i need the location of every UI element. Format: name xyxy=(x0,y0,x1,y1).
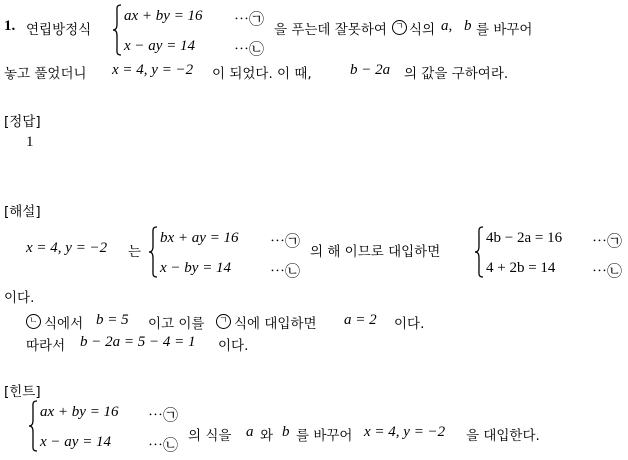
solution-eq4: 4 + 2b = 14 xyxy=(486,260,556,276)
problem-tail1: 를 바꾸어 xyxy=(476,22,533,38)
solution-cond: x = 4, y = −2 xyxy=(26,240,108,256)
problem-line2-b: 이 되었다. 이 때, xyxy=(212,66,312,82)
problem-eq2: x − ay = 14 xyxy=(124,38,196,54)
problem-after-mark: 식의 xyxy=(409,22,436,38)
left-brace-icon xyxy=(148,226,158,278)
problem-tag1: ⋯㉠ xyxy=(234,12,265,28)
solution-tag1: ⋯㉠ xyxy=(270,234,301,250)
problem-line2-c: 의 값을 구하여라. xyxy=(404,66,509,82)
hint-var-b: b xyxy=(282,424,290,440)
problem-line2-a: 놓고 풀었더니 xyxy=(4,66,87,82)
solution-end1: 이다. xyxy=(4,290,35,306)
hint-eq2: x − ay = 14 xyxy=(40,434,112,450)
hint-math: x = 4, y = −2 xyxy=(364,424,446,440)
problem-eq1: ax + by = 16 xyxy=(124,8,203,24)
solution-line3-c: 식에 대입하면 xyxy=(234,316,317,332)
solution-system-1 xyxy=(148,226,308,282)
problem-tag2: ⋯㉡ xyxy=(234,42,265,58)
hint-eq1: ax + by = 16 xyxy=(40,404,119,420)
hint-text-b: 와 xyxy=(260,428,274,444)
solution-tag3: ⋯㉠ xyxy=(592,234,623,250)
solution-tag2: ⋯㉡ xyxy=(270,264,301,280)
circled-mark-2-icon: ㄴ xyxy=(26,312,41,329)
hint-text-a: 의 식을 xyxy=(188,428,232,444)
solution-eq3: 4b − 2a = 16 xyxy=(486,230,563,246)
solution-line4-b: 이다. xyxy=(218,338,249,354)
problem-after-system: 을 푸는데 잘못하여 xyxy=(274,22,387,38)
problem-intro: 연립방정식 xyxy=(26,22,92,38)
hint-tag1: ⋯㉠ xyxy=(148,408,179,424)
left-brace-icon xyxy=(112,4,122,56)
solution-line3-math: b = 5 xyxy=(96,312,129,328)
problem-line2-math: x = 4, y = −2 xyxy=(112,62,194,78)
solution-line3-a: 식에서 xyxy=(44,316,84,332)
hint-var-a: a xyxy=(246,424,254,440)
left-brace-icon xyxy=(28,400,38,452)
hint-text-d: 을 대입한다. xyxy=(466,428,540,444)
answer-value: 1 xyxy=(26,134,34,150)
circled-mark-1-icon: ㄱ xyxy=(392,18,407,35)
hint-system xyxy=(28,400,188,456)
solution-line3-b: 이고 이를 xyxy=(148,316,205,332)
solution-tag4: ⋯㉡ xyxy=(592,264,623,280)
answer-heading: [정답] xyxy=(4,114,41,130)
solution-mid: 의 해 이므로 대입하면 xyxy=(310,244,441,260)
problem-var-a: a, xyxy=(441,18,453,34)
solution-line3-d: 이다. xyxy=(394,316,425,332)
solution-cond-tail: 는 xyxy=(128,244,142,260)
solution-line3-math2: a = 2 xyxy=(344,312,377,328)
solution-line4-math: b − 2a = 5 − 4 = 1 xyxy=(80,334,196,350)
problem-line2-math2: b − 2a xyxy=(350,62,391,78)
circled-mark-3-icon: ㄱ xyxy=(216,312,231,329)
solution-system-2 xyxy=(474,226,628,282)
solution-eq2: x − by = 14 xyxy=(160,260,232,276)
left-brace-icon xyxy=(474,226,484,278)
hint-tag2: ⋯㉡ xyxy=(148,438,179,454)
solution-line4-a: 따라서 xyxy=(26,338,66,354)
problem-system xyxy=(112,4,272,60)
solution-eq1: bx + ay = 16 xyxy=(160,230,239,246)
solution-heading: [해설] xyxy=(4,204,41,220)
hint-text-c: 를 바꾸어 xyxy=(296,428,353,444)
hint-heading: [힌트] xyxy=(4,384,41,400)
problem-number: 1. xyxy=(4,18,16,34)
problem-var-b: b xyxy=(464,18,472,34)
